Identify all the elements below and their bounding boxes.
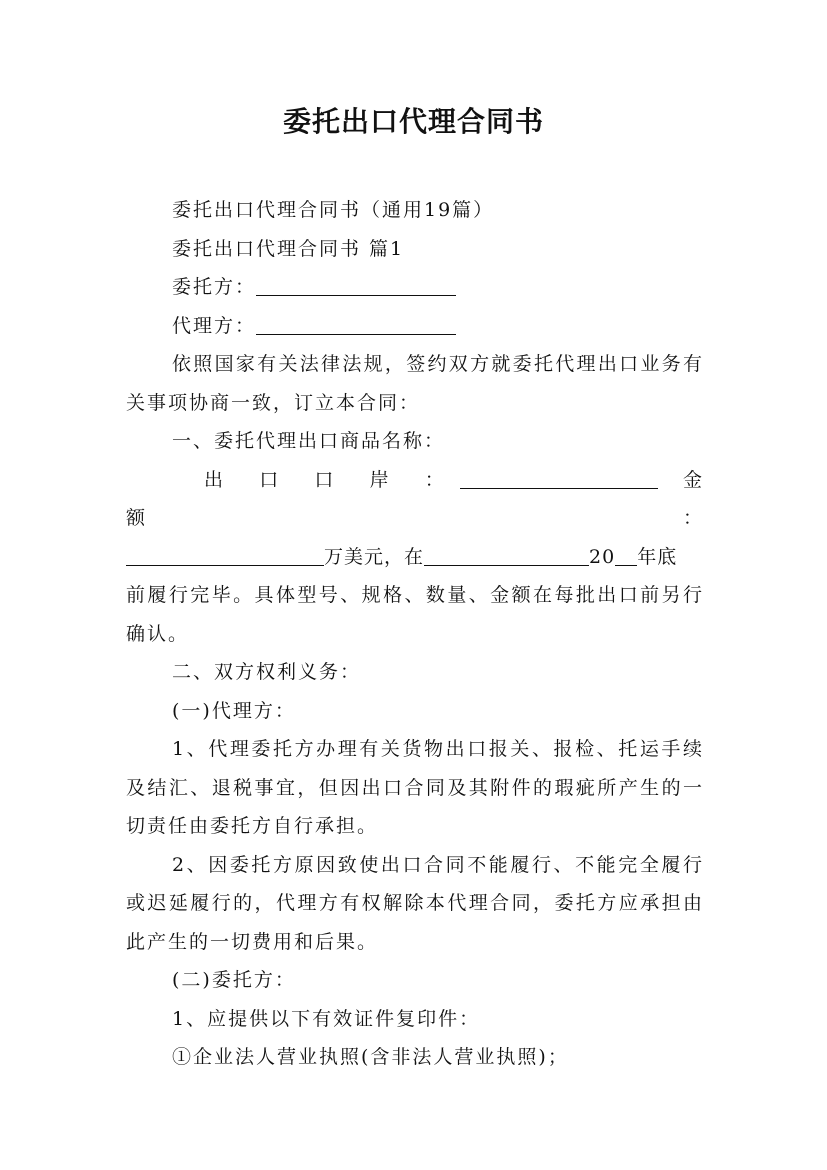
year-blank [615, 546, 637, 566]
agent-blank [256, 315, 456, 335]
port-label: 出 口 口 岸 ： [204, 468, 453, 491]
usd-line [126, 538, 704, 577]
agent-item-1: 1、代理委托方办理有关货物出口报关、报检、托运手续及结汇、退税事宜，但因出口合同及其附件的瑕疵所产生的一切责任由委托方自行承担。 [126, 738, 704, 837]
document-title: 委托出口代理合同书 [282, 105, 544, 138]
section-heading: 委托出口代理合同书 篇1 [172, 237, 405, 260]
amount-blank [126, 546, 324, 566]
port-amount-line [126, 461, 725, 538]
intro-paragraph: 依照国家有关法律法规，签约双方就委托代理出口业务有关事项协商一致，订立本合同： [126, 353, 704, 414]
port-blank [460, 469, 658, 489]
principal-subheading: (二)委托方： [172, 969, 296, 991]
year-suffix: 年底 [637, 545, 678, 568]
agent-label: 代理方： [172, 314, 257, 337]
usd-text: 万美元，在 [324, 545, 425, 568]
principal-item-1a: ①企业法人营业执照(含非法人营业执照)； [172, 1046, 569, 1068]
amount-label: 金 额 ： [126, 468, 725, 529]
deadline-blank [424, 546, 589, 566]
document-subtitle: 委托出口代理合同书（通用19篇） [172, 199, 495, 221]
agent-line [126, 307, 704, 346]
principal-label: 委托方： [172, 276, 257, 298]
document-body [126, 191, 725, 1077]
clause2-heading: 二、双方权利义务： [172, 661, 362, 683]
principal-blank [256, 276, 456, 296]
agent-subheading: (一)代理方： [172, 699, 296, 722]
clause1-tail: 前履行完毕。具体型号、规格、数量、金额在每批出口前另行确认。 [126, 584, 704, 645]
principal-line [126, 268, 704, 307]
clause1-heading: 一、委托代理出口商品名称： [172, 430, 446, 452]
principal-item-1: 1、应提供以下有效证件复印件： [172, 1007, 481, 1030]
agent-item-2: 2、因委托方原因致使出口合同不能履行、不能完全履行或迟延履行的，代理方有权解除本代理合同，委托方应承担由此产生的一切费用和后果。 [126, 853, 704, 953]
year-prefix: 20 [589, 545, 616, 568]
